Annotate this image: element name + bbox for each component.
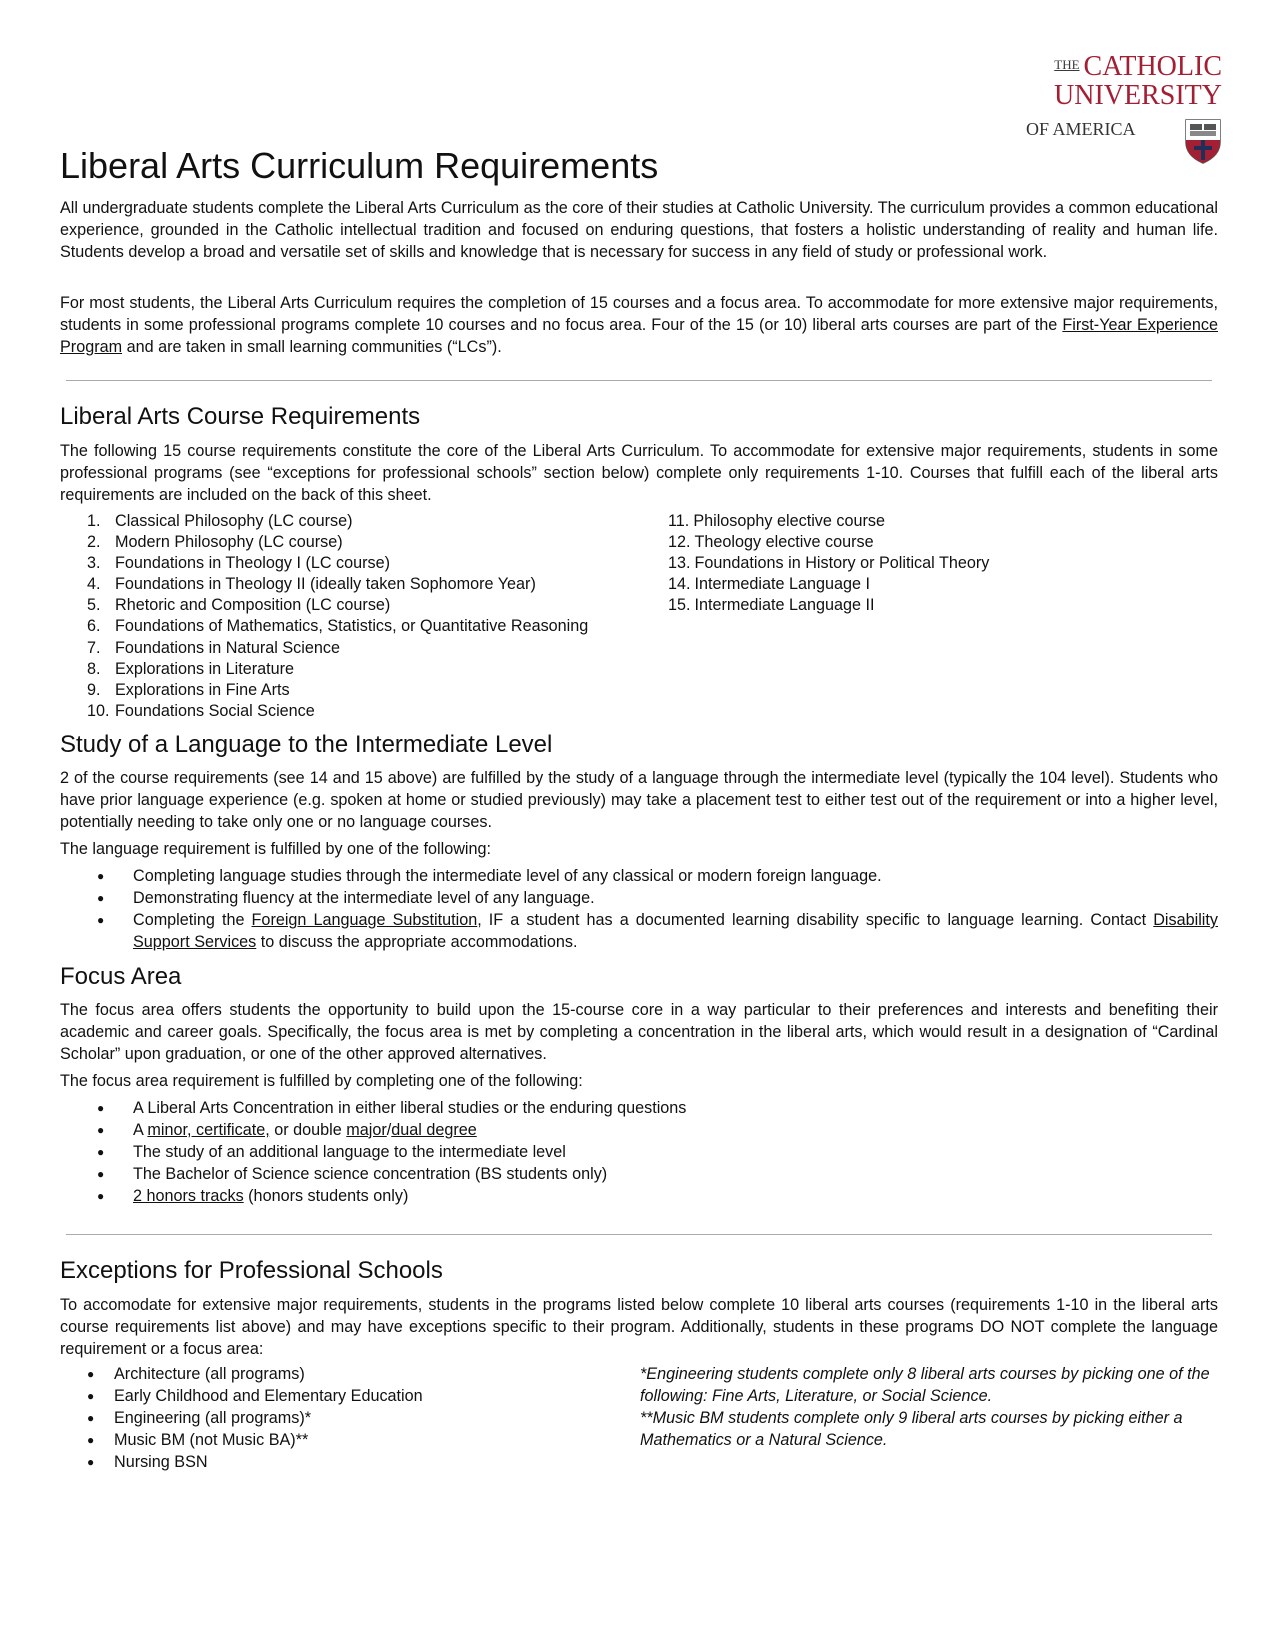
intro-p2-end: and are taken in small learning communities (“LCs”). bbox=[122, 338, 502, 356]
university-logo bbox=[1026, 50, 1222, 178]
requirement-number: 12. bbox=[668, 533, 691, 552]
requirement-number: 13. bbox=[668, 554, 691, 573]
list-item bbox=[87, 1363, 607, 1385]
requirement-item bbox=[668, 574, 989, 595]
list-item-text: A bbox=[133, 1121, 148, 1139]
requirement-number: 2. bbox=[87, 533, 101, 552]
list-item bbox=[97, 1119, 1218, 1141]
disability-support-services-link[interactable]: Disability Support Services bbox=[133, 911, 1218, 951]
list-item bbox=[87, 1429, 607, 1451]
requirement-number: 1. bbox=[87, 512, 101, 530]
list-item bbox=[97, 1141, 1218, 1163]
requirement-text: Rhetoric and Composition (LC course) bbox=[115, 596, 391, 615]
requirement-item bbox=[87, 701, 588, 722]
logo-the: THE bbox=[1054, 57, 1080, 72]
list-item bbox=[87, 1407, 607, 1429]
requirement-item bbox=[668, 553, 989, 574]
focus-area-heading: Focus Area bbox=[60, 963, 182, 990]
requirement-number: 9. bbox=[87, 680, 101, 699]
intro-paragraph-2 bbox=[60, 292, 1218, 358]
exceptions-notes bbox=[640, 1363, 1220, 1451]
list-item-text: to discuss the appropriate accommodations. bbox=[256, 933, 578, 951]
requirement-text: Modern Philosophy (LC course) bbox=[115, 533, 343, 552]
requirement-text: Intermediate Language I bbox=[694, 575, 871, 594]
focus-area-paragraph: The focus area offers students the opportunity to build upon the 15-course core in a way particular to their preferences and interests and benefiting their academic and career goals. Specifically, the focus area is met by completing a concentration in the liberal arts, which would result in a designation of “Cardinal Scholar” upon graduation, or one of the other approved alternatives. bbox=[60, 1001, 1218, 1063]
honors-tracks-link[interactable]: 2 honors tracks bbox=[133, 1187, 244, 1205]
requirement-item bbox=[87, 616, 588, 637]
list-item bbox=[97, 1185, 1218, 1207]
language-heading: Study of a Language to the Intermediate Level bbox=[60, 731, 553, 758]
intro-p2-text: For most students, the Liberal Arts Curriculum requires the completion of 15 courses and a focus area. To accommodate for more extensive major requirements, students in some professional programs complete 10 courses and no focus area. Four of the 15 (or 10) liberal arts courses are part of the bbox=[60, 294, 1218, 334]
requirement-item bbox=[87, 595, 588, 616]
requirement-item bbox=[87, 680, 588, 701]
course-requirements-paragraph bbox=[60, 440, 1218, 506]
language-options-list bbox=[97, 865, 1218, 953]
requirement-item bbox=[668, 595, 989, 616]
shield-icon bbox=[1184, 118, 1222, 164]
music-note: **Music BM students complete only 9 liberal arts courses by picking either a Mathematics or a Natural Science. bbox=[640, 1409, 1183, 1449]
divider bbox=[66, 380, 1212, 381]
requirement-item bbox=[87, 532, 588, 553]
list-item-text: The study of an additional language to the intermediate level bbox=[133, 1143, 566, 1161]
list-item-text: Nursing BSN bbox=[114, 1453, 208, 1471]
requirement-text: Theology elective course bbox=[694, 533, 874, 552]
requirements-list-right bbox=[668, 511, 989, 616]
requirement-text: Classical Philosophy (LC course) bbox=[115, 512, 353, 530]
course-req-emphasis: Courses that fulfill each of the liberal arts requirements are included on the back of this sheet. bbox=[60, 464, 1219, 504]
logo-line1: CATHOLIC bbox=[1083, 51, 1222, 82]
list-item bbox=[97, 1163, 1218, 1185]
requirement-text: Explorations in Fine Arts bbox=[115, 680, 290, 699]
requirement-item bbox=[87, 638, 588, 659]
requirement-item bbox=[87, 511, 588, 532]
requirement-item bbox=[87, 574, 588, 595]
list-item-text: (honors students only) bbox=[243, 1187, 409, 1205]
requirement-number: 6. bbox=[87, 617, 101, 636]
list-item-text: Demonstrating fluency at the intermediate level of any language. bbox=[133, 889, 595, 907]
requirement-text: Foundations in Theology I (LC course) bbox=[115, 554, 391, 573]
language-lead: The language requirement is fulfilled by one of the following: bbox=[60, 840, 492, 858]
exceptions-list bbox=[87, 1363, 607, 1473]
requirement-text: Philosophy elective course bbox=[693, 512, 885, 530]
requirement-number: 3. bbox=[87, 554, 101, 573]
list-item bbox=[87, 1451, 607, 1473]
language-paragraph: 2 of the course requirements (see 14 and 15 above) are fulfilled by the study of a language through the intermediate level (typically the 104 level). Students who have prior language experience (e.g. spoken at home or studied previously) may take a placement test to either test out of the requirement or into a higher level, potentially needing to take only one or no language courses. bbox=[60, 769, 1218, 831]
requirement-text: Explorations in Literature bbox=[115, 659, 295, 678]
list-item-text: / bbox=[386, 1121, 392, 1139]
intro-paragraph-1 bbox=[60, 197, 1218, 263]
list-item-text: Architecture (all programs) bbox=[114, 1365, 305, 1383]
list-item-text: Music BM (not Music BA)** bbox=[114, 1431, 309, 1449]
requirement-number: 4. bbox=[87, 575, 101, 594]
list-item-text: or double bbox=[269, 1121, 347, 1139]
list-item bbox=[87, 1385, 607, 1407]
requirements-list-left bbox=[87, 511, 588, 722]
requirement-text: Foundations Social Science bbox=[115, 701, 315, 720]
requirement-text: Foundations of Mathematics, Statistics, or Quantitative Reasoning bbox=[115, 617, 589, 636]
focus-options-list bbox=[97, 1097, 1218, 1207]
requirement-item bbox=[87, 553, 588, 574]
engineering-note: *Engineering students complete only 8 liberal arts courses by picking one of the following: Fine Arts, Literature, or Social Science. bbox=[640, 1365, 1210, 1405]
intro-lead: All undergraduate students complete the Liberal Arts Curriculum as the core of their studies at Catholic University. bbox=[60, 199, 874, 217]
list-item bbox=[97, 909, 1218, 953]
list-item bbox=[97, 1097, 1218, 1119]
requirement-number: 10. bbox=[87, 701, 110, 720]
focus-area-lead: The focus area requirement is fulfilled by completing one of the following: bbox=[60, 1072, 583, 1090]
requirement-item bbox=[668, 532, 989, 553]
page-title: Liberal Arts Curriculum Requirements bbox=[60, 145, 659, 186]
requirement-number: 8. bbox=[87, 659, 101, 678]
exceptions-paragraph: To accomodate for extensive major requirements, students in the programs listed below complete 10 liberal arts courses (requirements 1-10 in the liberal arts course requirements list above) and may have exceptions specific to their program. Additionally, students in these programs DO NOT complete the language requirement or a focus area: bbox=[60, 1296, 1218, 1358]
dual-degree-link[interactable]: dual degree bbox=[391, 1121, 477, 1139]
list-item-text: The Bachelor of Science science concentration (BS students only) bbox=[133, 1165, 608, 1183]
list-item bbox=[97, 865, 1218, 887]
requirement-number: 15. bbox=[668, 596, 691, 615]
list-item-text: Early Childhood and Elementary Education bbox=[114, 1387, 423, 1405]
requirement-item bbox=[87, 659, 588, 680]
list-item-text: Completing the bbox=[133, 911, 252, 929]
logo-line3: OF AMERICA bbox=[1026, 119, 1136, 139]
divider bbox=[66, 1234, 1212, 1235]
requirement-number: 7. bbox=[87, 638, 101, 657]
requirement-text: Foundations in Natural Science bbox=[115, 638, 340, 657]
logo-line2: UNIVERSITY bbox=[1054, 80, 1222, 111]
intro-body: The curriculum provides a common educational experience, grounded in the Catholic intellectual tradition and focused on enduring questions, that fosters a holistic understanding of reality and human life. Students develop a broad and versatile set of skills and knowledge that is necessary for success in any field of study or professional work. bbox=[60, 199, 1218, 261]
requirement-item bbox=[668, 511, 989, 532]
requirement-text: Foundations in History or Political Theory bbox=[694, 554, 990, 573]
course-req-text: The following 15 course requirements constitute the core of the Liberal Arts Curriculum. To accommodate for extensive major requirements, students in some professional programs (see “exceptions for professional schools” section below) complete only requirements 1-10. bbox=[60, 442, 1218, 482]
requirement-number: 5. bbox=[87, 596, 101, 615]
course-requirements-heading: Liberal Arts Course Requirements bbox=[60, 403, 421, 430]
requirement-number: 11. bbox=[668, 512, 690, 530]
exceptions-heading: Exceptions for Professional Schools bbox=[60, 1257, 443, 1284]
list-item-text: Engineering (all programs)* bbox=[114, 1409, 312, 1427]
list-item bbox=[97, 887, 1218, 909]
list-item-text: A Liberal Arts Concentration in either liberal studies or the enduring questions bbox=[133, 1099, 687, 1117]
foreign-language-substitution-link[interactable]: Foreign Language Substitution bbox=[251, 911, 478, 929]
list-item-text: Completing language studies through the intermediate level of any classical or modern foreign language. bbox=[133, 867, 882, 885]
requirement-text: Intermediate Language II bbox=[694, 596, 875, 615]
requirement-text: Foundations in Theology II (ideally taken Sophomore Year) bbox=[115, 575, 536, 594]
first-year-experience-link[interactable]: First-Year Experience Program bbox=[60, 316, 1218, 356]
major-link[interactable]: major bbox=[346, 1121, 387, 1139]
requirement-number: 14. bbox=[668, 575, 691, 594]
minor-certificate-link[interactable]: minor, certificate, bbox=[147, 1121, 270, 1139]
list-item-text: , IF a student has a documented learning disability specific to language learning. Contact bbox=[477, 911, 1154, 929]
